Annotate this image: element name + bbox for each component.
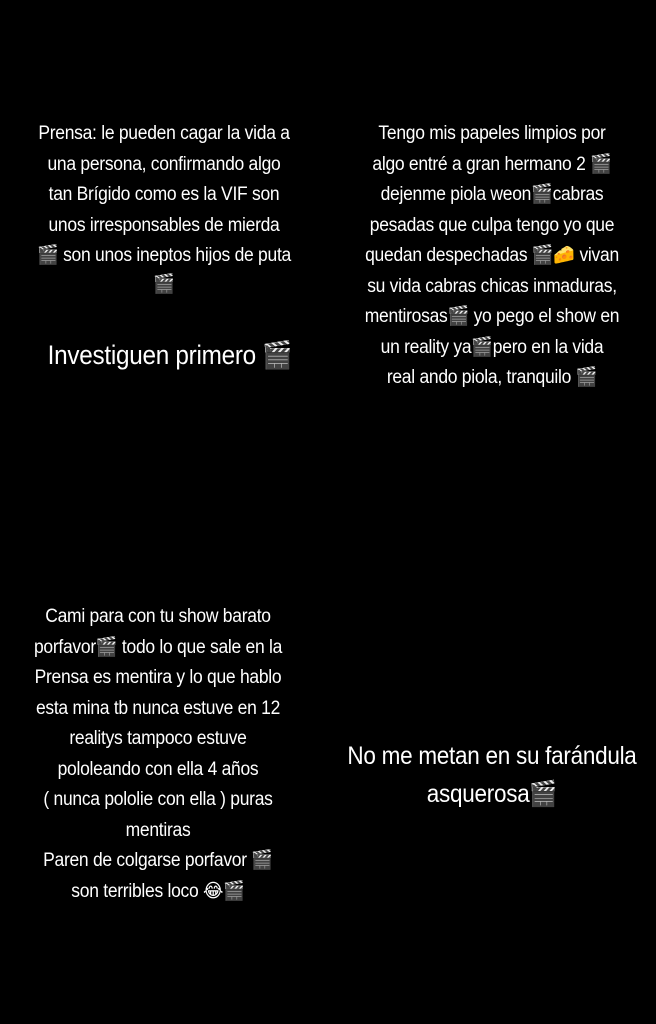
text-line: 🎬 son unos ineptos hijos de puta xyxy=(37,245,291,266)
text-line: asquerosa🎬 xyxy=(426,780,558,808)
text-line: una persona, confirmando algo xyxy=(47,153,281,175)
text-line: Prensa: le pueden cagar la vida a xyxy=(38,123,290,144)
text-block-bottom-right xyxy=(328,737,656,813)
text-line: son terribles loco 😂🎬 xyxy=(71,880,245,902)
text-block-top-left xyxy=(0,119,328,298)
text-line: pesadas que culpa tengo yo que xyxy=(369,214,615,236)
text-line: 🎬 xyxy=(153,273,175,295)
text-block-investiguen xyxy=(0,336,340,374)
text-line: Cami para con tu show barato xyxy=(45,606,271,627)
text-line: pololeando con ella 4 años xyxy=(57,758,259,780)
text-line: algo entré a gran hermano 2 🎬 xyxy=(372,153,612,175)
text-block-bottom-left xyxy=(0,602,316,907)
text-line: tan Brígido como es la VIF son xyxy=(48,184,280,205)
text-line: realitys tampoco estuve xyxy=(69,728,247,749)
text-line: esta mina tb nunca estuve en 12 xyxy=(35,697,281,719)
text-line: Tengo mis papeles limpios por xyxy=(378,123,606,144)
text-line: Paren de colgarse porfavor 🎬 xyxy=(43,850,273,871)
text-block-top-right xyxy=(328,119,656,394)
text-line: porfavor🎬 todo lo que sale en la xyxy=(33,636,283,658)
text-line: quedan despechadas 🎬🧀 vivan xyxy=(365,245,619,266)
text-line: ( nunca pololie con ella ) puras xyxy=(43,789,273,810)
text-line: mentirosas🎬 yo pego el show en xyxy=(364,306,620,327)
text-line: dejenme piola weon🎬cabras xyxy=(380,184,604,205)
text-line: No me metan en su farándula xyxy=(347,742,637,770)
text-line: unos irresponsables de mierda xyxy=(48,214,280,236)
text-line: un reality ya🎬pero en la vida xyxy=(380,336,604,358)
text-line: su vida cabras chicas inmaduras, xyxy=(367,275,617,297)
text-line: Prensa es mentira y lo que hablo xyxy=(34,667,282,688)
text-line: real ando piola, tranquilo 🎬 xyxy=(386,367,598,388)
headline-text: Investiguen primero 🎬 xyxy=(47,340,293,370)
text-line: mentiras xyxy=(125,819,191,841)
